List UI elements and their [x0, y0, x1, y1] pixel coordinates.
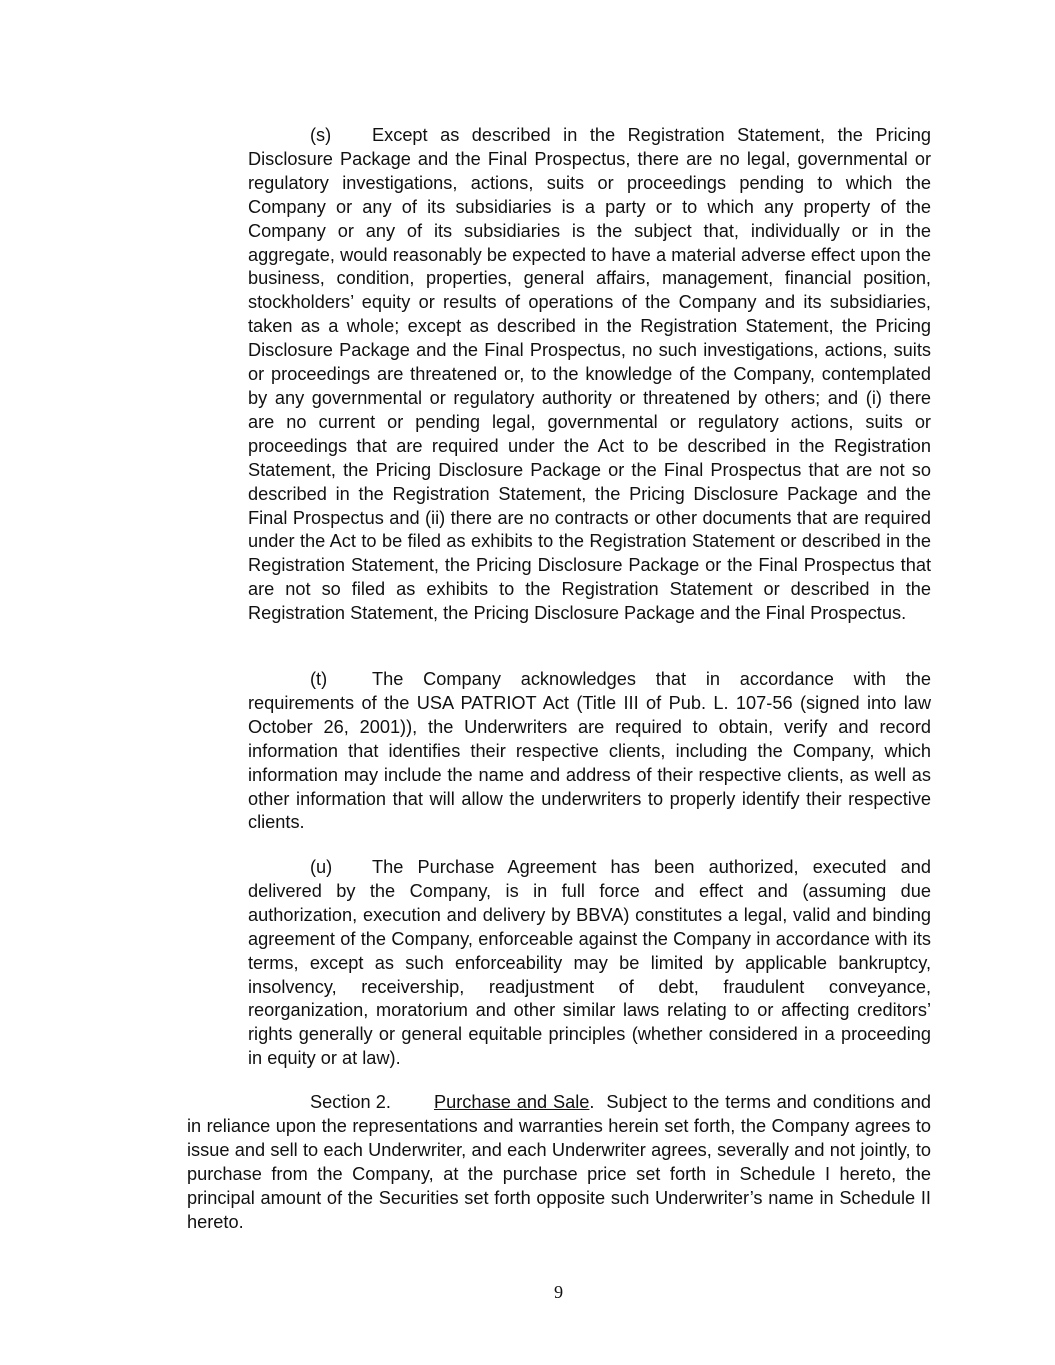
paragraph-s	[248, 124, 931, 626]
paragraph-text: The Company acknowledges that in accordance with the requirements of the USA PATRIOT Act (Title III of Pub. L. 107-56 (signed into law October 26, 2001)), the Underwriters are required to obtain, verify and record information that identifies their respective clients, including the Company, which information may include the name and address of their respective clients, as well as other information that will allow the underwriters to properly identify their respective clients.	[248, 669, 931, 833]
paragraph-label: (t)	[310, 669, 328, 689]
paragraph-label: (s)	[310, 125, 332, 145]
paragraph-text: The Purchase Agreement has been authorized, executed and delivered by the Company, is in full force and effect and (assuming due authorization, execution and delivery by BBVA) constitutes a legal, valid and binding agreement of the Company, enforceable against the Company in accordance with its terms, except as such enforceability may be limited by applicable bankruptcy, insolvency, receivership, readjustment of debt, fraudulent conveyance, reorganization, moratorium and other similar laws relating to or affecting creditors’ rights generally or general equitable principles (whether considered in a proceeding in equity or at law).	[248, 857, 931, 1069]
paragraph-text: Except as described in the Registration Statement, the Pricing Disclosure Package and the Final Prospectus, there are no legal, governmental or regulatory investigations, actions, suits or proceedings pending to which the Company or any of its subsidiaries is a party or to which any property of the Company or any of its subsidiaries is the subject that, individually or in the aggregate, would reasonably be expected to have a material adverse effect upon the business, condition, properties, general affairs, management, financial position, stockholders’ equity or results of operations of the Company and its subsidiaries, taken as a whole; except as described in the Registration Statement, the Pricing Disclosure Package and the Final Prospectus, no such investigations, actions, suits or proceedings are threatened or, to the knowledge of the Company, contemplated by any governmental or regulatory authority or threatened by others; and (i) there are no current or pending legal, governmental or regulatory actions, suits or proceedings that are required under the Act to be described in the Registration Statement, the Pricing Disclosure Package or the Final Prospectus that are not so described in the Registration Statement, the Pricing Disclosure Package and the Final Prospectus and (ii) there are no contracts or other documents that are required under the Act to be filed as exhibits to the Registration Statement or described in the Registration Statement, the Pricing Disclosure Package or the Final Prospectus that are not so filed as exhibits to the Registration Statement or described in the Registration Statement, the Pricing Disclosure Package and the Final Prospectus.	[248, 125, 931, 624]
section-text: Subject to the terms and conditions and in reliance upon the representations and warranties herein set forth, the Company agrees to issue and sell to each Underwriter, and each Underwriter agrees, severally and not jointly, to purchase from the Company, at the purchase price set forth in Schedule I hereto, the principal amount of the Securities set forth opposite such Underwriter’s name in Schedule II hereto.	[187, 1092, 931, 1232]
section-label: Section 2.	[310, 1092, 391, 1112]
paragraph-u	[248, 856, 931, 1071]
section-heading-punct: .	[589, 1092, 595, 1112]
section-heading: Purchase and Sale	[434, 1092, 590, 1112]
paragraph-t	[248, 668, 931, 835]
section-2-paragraph	[187, 1091, 931, 1234]
paragraph-label: (u)	[310, 857, 333, 877]
page-number: 9	[553, 1282, 564, 1302]
